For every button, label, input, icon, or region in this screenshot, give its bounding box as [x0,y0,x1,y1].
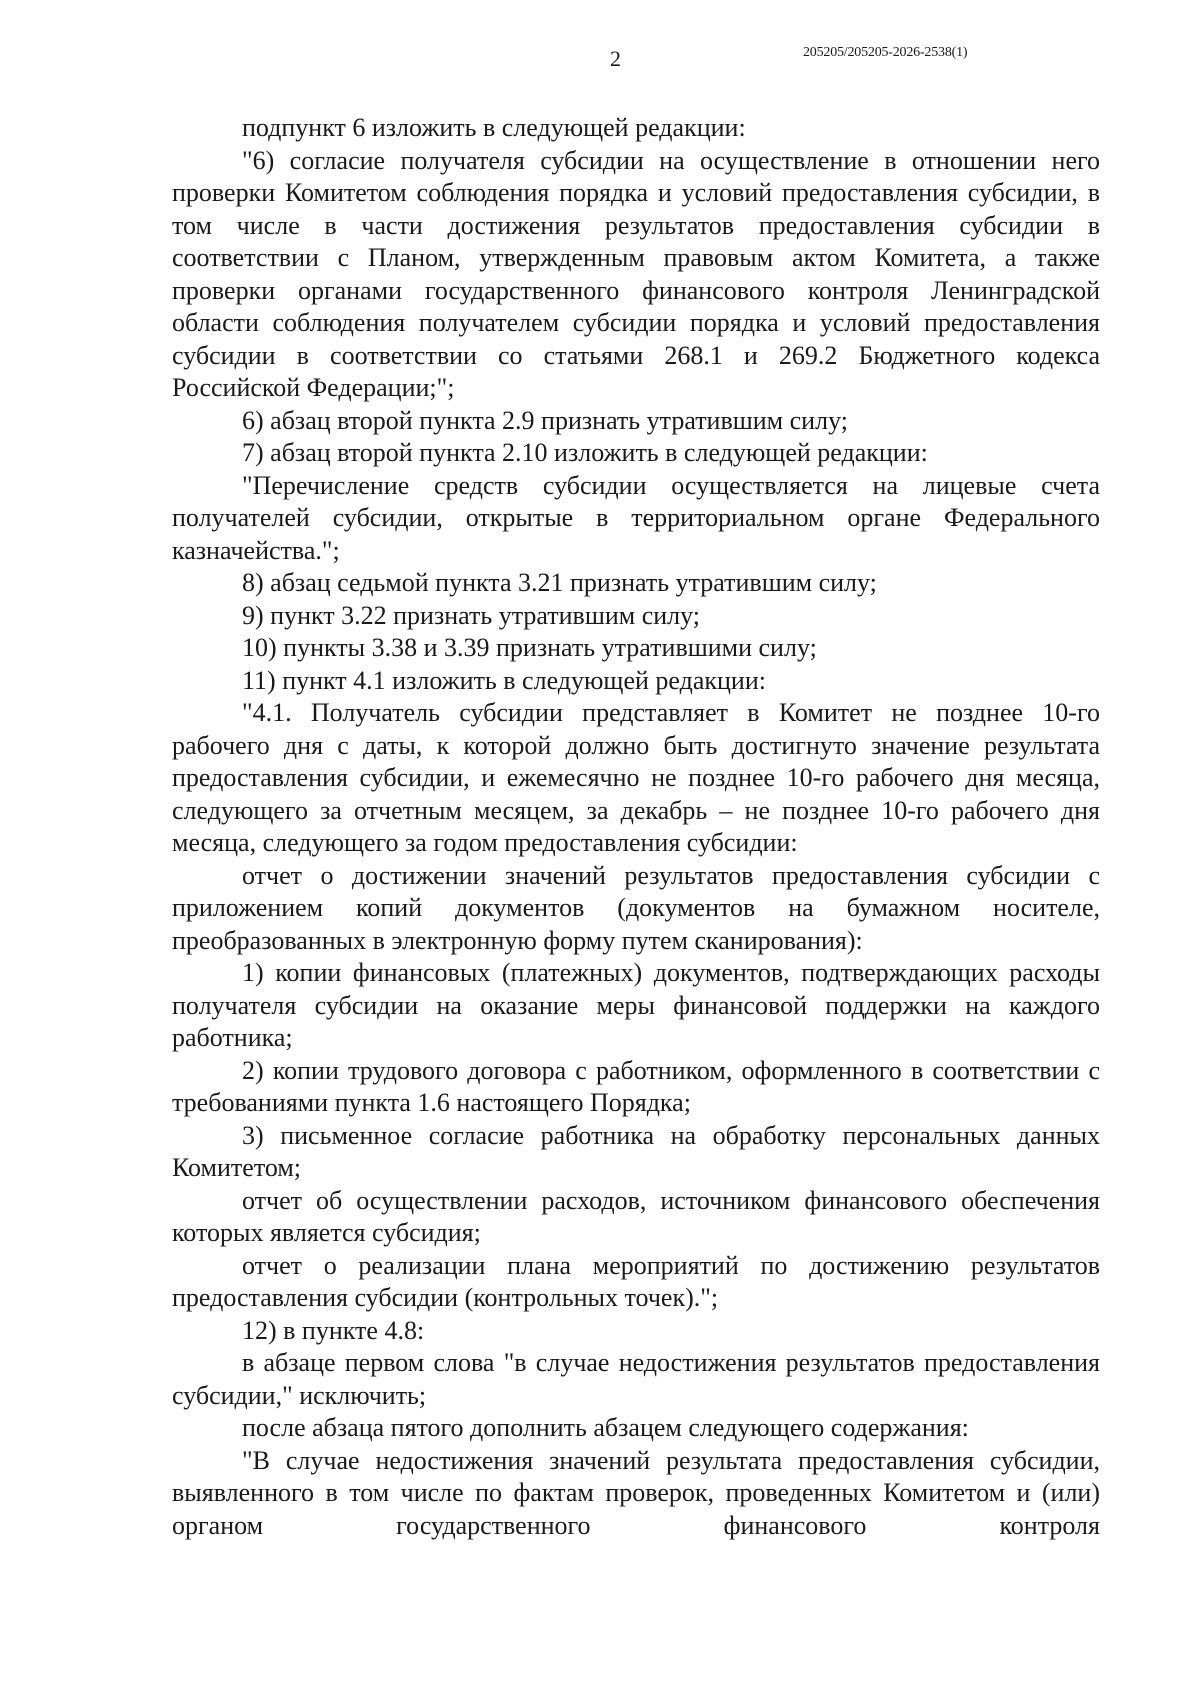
document-id: 205205/205205-2026-2538(1) [803,45,968,60]
paragraph: отчет о реализации плана мероприятий по достижению результатов предоставления субсидии (контрольных точек)."; [172,1250,1100,1312]
paragraph: "Перечисление средств субсидии осуществляется на лицевые счета получателей субсидии, открытые в территориальном органе Федерального казначейства."; [172,470,1100,565]
document-body [172,112,1100,1542]
paragraph: "4.1. Получатель субсидии представляет в Комитет не позднее 10-го рабочего дня с даты, к которой должно быть достигнуто значение результата предоставления субсидии, и ежемесячно не позднее 10-го рабочего дня месяца, следующего за отчетным месяцем, за декабрь – не позднее 10-го рабочего дня месяца, следующего за годом предоставления субсидии: [172,698,1100,857]
paragraph: 2) копии трудового договора с работником, оформленного в соответствии с требованиями пункта 1.6 настоящего Порядка; [172,1055,1100,1117]
paragraph: в абзаце первом слова "в случае недостижения результатов предоставления субсидии," исключить; [172,1348,1100,1410]
paragraph: 9) пункт 3.22 признать утратившим силу; [242,600,701,630]
paragraph: "В случае недостижения значений результата предоставления субсидии, выявленного в том числе по фактам проверок, проведенных Комитетом и (или) органом государственного финансового контроля [172,1445,1100,1540]
paragraph: 6) абзац второй пункта 2.9 признать утратившим силу; [242,405,848,435]
paragraph: "6) согласие получателя субсидии на осуществление в отношении него проверки Комитетом соблюдения порядка и условий предоставления субсидии, в том числе в части достижения результатов предоставления субсидии в соответствии с Планом, утвержденным правовым актом Комитета, а также проверки органами государственного финансового контроля Ленинградской области соблюдения получателем субсидии порядка и условий предоставления субсидии в соответствии со статьями 268.1 и 269.2 Бюджетного кодекса Российской Федерации;"; [172,145,1100,402]
page-number: 2 [610,46,621,71]
paragraph: 11) пункт 4.1 изложить в следующей редакции: [242,665,766,695]
paragraph: 3) письменное согласие работника на обработку персональных данных Комитетом; [172,1120,1100,1182]
paragraph: 12) в пункте 4.8: [242,1315,425,1345]
paragraph: 1) копии финансовых (платежных) документов, подтверждающих расходы получателя субсидии на оказание меры финансовой поддержки на каждого работника; [172,958,1100,1052]
paragraph: после абзаца пятого дополнить абзацем следующего содержания: [242,1413,969,1442]
paragraph: 7) абзац второй пункта 2.10 изложить в следующей редакции: [242,438,928,467]
paragraph: 8) абзац седьмой пункта 3.21 признать утратившим силу; [242,568,877,597]
paragraph: отчет о достижении значений результатов предоставления субсидии с приложением копий документов (документов на бумажном носителе, преобразованных в электронную форму путем сканирования): [172,860,1100,955]
paragraph: отчет об осуществлении расходов, источником финансового обеспечения которых является субсидия; [172,1185,1100,1247]
paragraph: 10) пункты 3.38 и 3.39 признать утратившими силу; [242,633,817,662]
paragraph: подпункт 6 изложить в следующей редакции: [242,113,746,142]
